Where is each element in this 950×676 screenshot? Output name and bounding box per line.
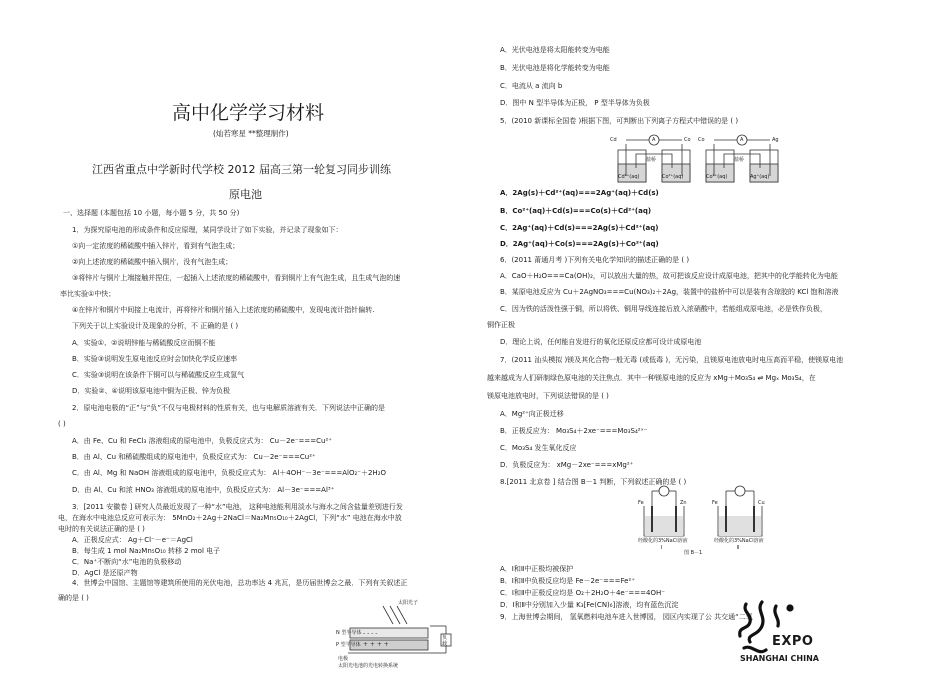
q4-option-c: C．电流从 a 流向 b: [500, 82, 563, 90]
q1-option-c: C．实验③说明在该条件下铜可以与稀硫酸反应生成氢气: [72, 371, 245, 379]
q2-stem: 2．原电池电极的“正”与“负”不仅与电极材料的性质有关，也与电解质溶液有关．下列说法中正确的是: [72, 404, 385, 412]
school-line: 江西省重点中学新时代学校 2012 届高三第一轮复习同步训练: [92, 163, 391, 176]
q4-line: 4．世博会中国馆、主题馆等建筑所使用的光伏电池，总功率达 4 兆瓦，是历届世博会之最．下列有关叙述正: [72, 579, 408, 587]
q4-option-d: D．图中 N 型半导体为正极， P 型半导体为负极: [500, 99, 650, 107]
solar-cell-figure: [338, 600, 460, 672]
q4-option-b: B．光伏电池是将化学能转变为电能: [500, 64, 610, 72]
q3-option-c: C．Na⁺不断向“水”电池的负极移动: [72, 558, 182, 566]
cell1-solution: 经酸化的3%NaCl溶液: [638, 538, 688, 544]
q1-line: 1．为探究原电池的形成条件和反应原理，某同学设计了如下实验，并记录了现象如下：: [72, 226, 343, 234]
corrosion-cells-figure: [632, 484, 782, 559]
galvanic-cells-figure: [612, 130, 787, 185]
figure-b1-caption: 图 B－1: [684, 550, 703, 556]
svg-text:- - - -: - - - -: [363, 630, 378, 637]
cell2-solution: 经酸化的3%NaCl溶液: [714, 538, 764, 544]
q8-stem: 8.[2011 北京卷 ] 结合图 B－1 判断，下列叙述正确的是 ( ): [500, 478, 687, 486]
q2-option-c: C．由 Al、Mg 和 NaOH 溶液组成的原电池中，负极反应式为： Al＋4OH⁻－3e⁻===AlO₂⁻＋2H₂O: [72, 469, 387, 477]
q7-option-a: A．Mg²⁺向正极迁移: [500, 410, 564, 418]
q1-option-b: B．实验③说明发生原电池反应时会加快化学反应速率: [72, 355, 238, 363]
q3-option-a: A．正极反应式： Ag＋Cl⁻－e⁻＝AgCl: [72, 536, 193, 544]
cell1-label: Ⅰ: [661, 545, 663, 551]
cell2-solution-right: Ag⁺(aq): [750, 174, 770, 180]
q3-line: 电，在海水中电池总反应可表示为： 5MnO₂＋2Ag＋2NaCl＝Na₂Mn₅O₁₀＋2AgCl，下列“水” 电池在海水中放: [58, 514, 402, 522]
cell1-salt-bridge: 盐桥: [646, 157, 657, 163]
svg-text:+ + + +: + + + +: [363, 641, 389, 648]
cell2-electrode-cu: Cu: [758, 500, 765, 506]
corrosion-cells-diagram: [632, 484, 782, 559]
q4-stem: 确的是 ( ): [58, 594, 89, 602]
cell1-solution-left: Cd²⁺(aq): [618, 174, 640, 180]
q7-option-b: B．正极反应为： Mo₃S₄＋2xe⁻===Mo₃S₄²ˣ⁻: [500, 427, 648, 435]
q7-option-d: D．负极反应为： xMg－2xe⁻===xMg²⁺: [500, 461, 634, 469]
q4-option-a: A．光伏电池是将太阳能转变为电能: [500, 46, 610, 54]
cell1-cathode: Co: [684, 137, 691, 143]
q8-option-a: A．Ⅰ和Ⅱ中正极均被保护: [500, 565, 574, 573]
cell1-solution-right: Co²⁺(aq): [662, 174, 684, 180]
q1-line: ③将锌片与铜片上端接触并捏住，一起插入上述浓度的稀硫酸中，看到铜片上有气泡生成，且生成气泡的速: [72, 274, 401, 282]
q5-option-c: C．2Ag⁺(aq)＋Cd(s)===2Ag(s)＋Cd²⁺(aq): [500, 224, 659, 232]
q6-option-c: C．因为铁的活泼性强于铜，所以将铁、铜用导线连接后放入浓硝酸中，若能组成原电池，必是铁作负极，: [500, 305, 827, 313]
q1-line: 率比实验①中快；: [60, 290, 116, 298]
figure-caption: 太阳光电池的光电转换系统: [338, 663, 399, 669]
q8-option-c: C．Ⅰ和Ⅱ中正极反应均是 O₂＋2H₂O＋4e⁻===4OH⁻: [500, 589, 665, 597]
q2-option-d: D．由 Al、Cu 和浓 HNO₃ 溶液组成的原电池中，负极反应式为： Al－3e⁻===Al³⁺: [72, 486, 335, 494]
expo-location: SHANGHAI CHINA: [740, 654, 819, 663]
load-label: 负载: [442, 635, 448, 647]
q6-option-c-cont: 铜作正极: [487, 321, 515, 329]
cell2-cathode: Ag: [772, 137, 779, 143]
q9-stem: 9．上海世博会期间， 氢氧燃料电池车进入世博园， 园区内实现了公 共交通“二氧: [500, 613, 753, 621]
n-type-label: N 型半导体: [336, 630, 362, 636]
cell2-anode: Co: [698, 137, 705, 143]
electrode-label: 电极: [338, 656, 349, 662]
cell2-salt-bridge: 盐桥: [734, 157, 745, 163]
ammeter-1: A: [652, 137, 656, 143]
q5-option-b: B．Co²⁺(aq)＋Cd(s)===Co(s)＋Cd²⁺(aq): [500, 207, 652, 215]
q3-line: 3．[2011 安徽卷 ] 研究人员最近发现了一种“水”电池， 这种电池能利用淡水与海水之间含盐量差别进行发: [72, 503, 403, 511]
cell1-anode: Cd: [610, 137, 617, 143]
q1-line: ②向上述浓度的稀硫酸中插入铜片，没有气泡生成；: [72, 258, 233, 266]
expo-wordmark: EXPO: [772, 634, 814, 649]
q2-blank: ( ): [58, 420, 66, 428]
q8-option-b: B．Ⅰ和Ⅱ中负极反应均是 Fe－2e⁻===Fe²⁺: [500, 577, 635, 585]
sunlight-label: 太阳光子: [398, 600, 419, 606]
q1-stem: 下列关于以上实验设计及现象的分析，不 正确的是 ( ): [72, 322, 239, 330]
q1-line: ④在锌片和铜片中间接上电流计，再将锌片和铜片插入上述浓度的稀硫酸中，发现电流计指针偏转.: [72, 306, 375, 314]
q1-option-a: A．实验①、②说明锌能与稀硫酸反应而铜不能: [72, 339, 216, 347]
q6-stem: 6．(2011 莆通月考 )下列有关电化学知识的描述正确的是 ( ): [500, 256, 690, 264]
q7-line: 越来越成为人们研制绿色原电池的关注焦点．其中一种镁原电池的反应为 xMg＋Mo₃S₄ ⇌ Mgₓ Mo₃S₄，在: [487, 374, 816, 382]
cell2-label: Ⅱ: [737, 545, 740, 551]
q5-stem: 5．(2010 新课标全国卷 )根据下图，可判断出下列离子方程式中错误的是 ( ): [500, 117, 739, 125]
cell1-electrode-zn: Zn: [680, 500, 687, 506]
q2-option-b: B．由 Al、Cu 和稀硫酸组成的原电池中，负极反应式为： Cu－2e⁻===Cu²⁺: [72, 453, 316, 461]
q7-option-c: C．Mo₃S₄ 发生氧化反应: [500, 444, 577, 452]
cell1-electrode-fe: Fe: [638, 500, 644, 506]
q5-option-a: A．2Ag(s)＋Cd²⁺(aq)===2Ag⁺(aq)＋Cd(s): [500, 189, 659, 197]
p-type-label: P 型半导体: [336, 642, 361, 648]
q2-option-a: A．由 Fe、Cu 和 FeCl₃ 溶液组成的原电池中，负极反应式为： Cu－2e⁻===Cu²⁺: [72, 437, 332, 445]
q8-option-d: D．Ⅰ和Ⅱ中分别加入少量 K₃[Fe(CN)₆]溶液，均有蓝色沉淀: [500, 601, 679, 609]
q6-option-b: B．某原电池反应为 Cu＋2AgNO₃===Cu(NO₃)₂＋2Ag，装置中的盐桥中可以是装有含琼胶的 KCl 饱和溶液: [500, 288, 839, 296]
q3-stem: 电时的有关说法正确的是 ( ): [58, 525, 145, 533]
section-heading: 一、选择题 (本题包括 10 小题，每小题 5 分，共 50 分): [63, 209, 240, 217]
cell2-solution-left: Co²⁺(aq): [706, 174, 728, 180]
editor-note: (灿若寒星 **整理制作): [213, 129, 289, 138]
expo-logo: [732, 596, 837, 672]
ammeter-2: A: [740, 137, 744, 143]
q6-option-a: A．CaO＋H₂O===Ca(OH)₂，可以放出大量的热，故可把该反应设计成原电池，把其中的化学能转化为电能: [500, 272, 838, 280]
q7-line: 7．(2011 汕头模拟 )镁及其化合物一般无毒 (或低毒 )，无污染，且镁原电池放电时电压高而平稳，使镁原电池: [500, 356, 844, 364]
page-subtitle: 原电池: [229, 188, 262, 201]
q3-option-d: D．AgCl 是还原产物: [72, 569, 138, 577]
cell2-electrode-fe: Fe: [712, 500, 718, 506]
q7-stem: 镁原电池放电时，下列说法错误的是 ( ): [487, 392, 609, 400]
q6-option-d: D．理论上说，任何能自发进行的氧化还原反应都可设计成原电池: [500, 338, 702, 346]
page-title: 高中化学学习材料: [172, 102, 325, 124]
q3-option-b: B．每生成 1 mol Na₂Mn₅O₁₀ 转移 2 mol 电子: [72, 547, 221, 555]
q1-option-d: D．实验②、④说明该原电池中铜为正极、锌为负极: [72, 387, 230, 395]
q5-option-d: D．2Ag⁺(aq)＋Co(s)===2Ag(s)＋Co²⁺(aq): [500, 240, 659, 248]
q1-line: ①向一定浓度的稀硫酸中插入锌片，看到有气泡生成；: [72, 242, 240, 250]
